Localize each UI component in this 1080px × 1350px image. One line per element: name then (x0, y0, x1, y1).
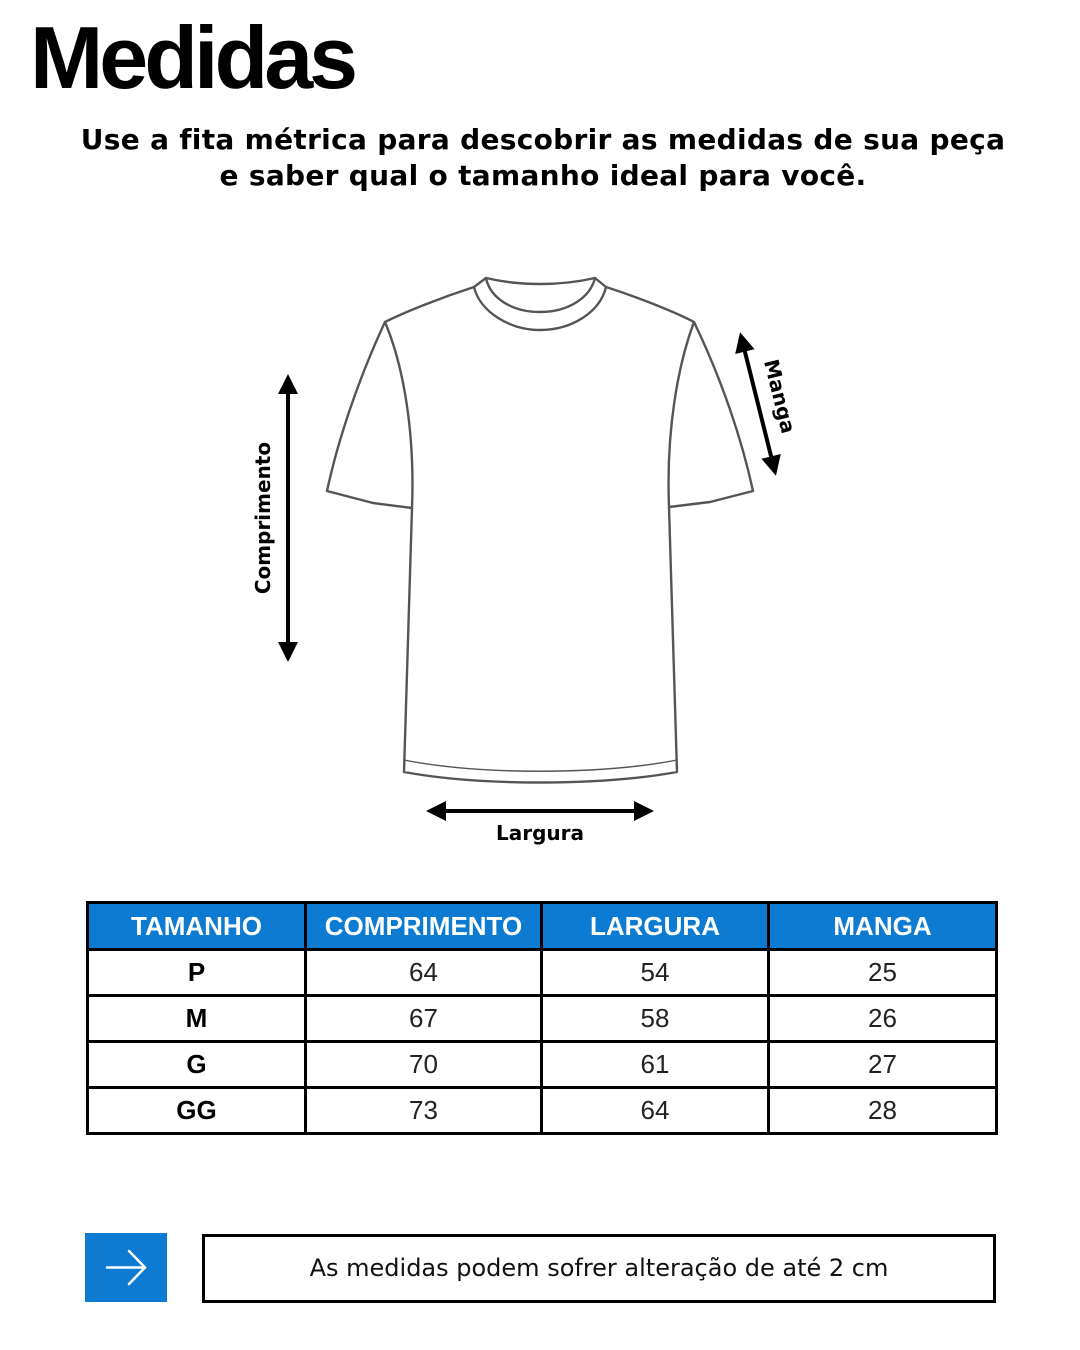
subtitle-line-1: Use a fita métrica para descobrir as medidas de sua peça (80, 123, 1006, 156)
label-comprimento: Comprimento (251, 441, 275, 595)
comprimento-cell: 70 (306, 1042, 542, 1088)
double-arrow-icon (288, 340, 774, 811)
table-row (88, 950, 997, 996)
label-largura: Largura (495, 821, 585, 845)
size-cell: M (88, 996, 306, 1042)
page-title: Medidas (30, 8, 355, 107)
header-largura: LARGURA (542, 903, 769, 950)
table-row (88, 1088, 997, 1134)
label-manga: Manga (759, 356, 801, 436)
manga-cell: 28 (769, 1088, 997, 1134)
measurement-note: As medidas podem sofrer alteração de até 2 cm (202, 1234, 996, 1303)
note-arrow-box (85, 1233, 167, 1302)
header-comprimento: COMPRIMENTO (306, 903, 542, 950)
manga-cell: 27 (769, 1042, 997, 1088)
header-manga: MANGA (769, 903, 997, 950)
manga-cell: 25 (769, 950, 997, 996)
arrow-right-icon (85, 1233, 167, 1302)
largura-cell: 54 (542, 950, 769, 996)
table-header-row (88, 903, 997, 950)
size-cell: GG (88, 1088, 306, 1134)
size-cell: G (88, 1042, 306, 1088)
tshirt-outline-icon (327, 278, 753, 783)
size-table (86, 901, 998, 1135)
largura-cell: 58 (542, 996, 769, 1042)
comprimento-cell: 73 (306, 1088, 542, 1134)
largura-cell: 61 (542, 1042, 769, 1088)
largura-cell: 64 (542, 1088, 769, 1134)
table-row (88, 1042, 997, 1088)
header-tamanho: TAMANHO (88, 903, 306, 950)
subtitle-line-2: e saber qual o tamanho ideal para você. (219, 159, 867, 192)
manga-cell: 26 (769, 996, 997, 1042)
size-cell: P (88, 950, 306, 996)
comprimento-cell: 64 (306, 950, 542, 996)
table-row (88, 996, 997, 1042)
comprimento-cell: 67 (306, 996, 542, 1042)
